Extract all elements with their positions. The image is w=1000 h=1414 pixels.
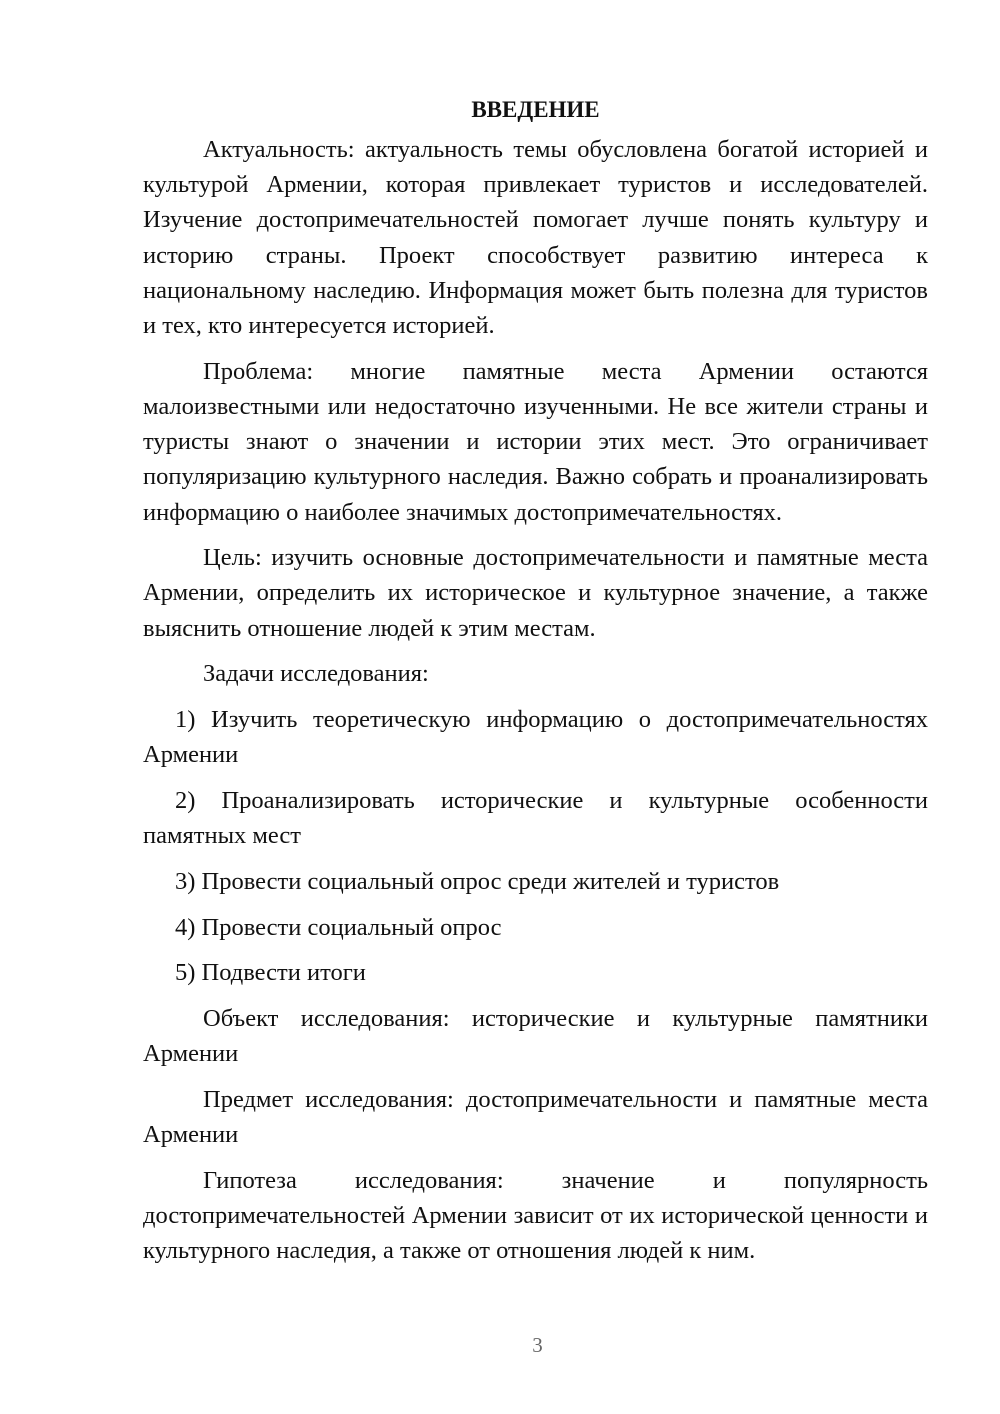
object-paragraph: Объект исследования: исторические и культурные памятники Армении <box>143 1004 928 1068</box>
section-heading: ВВЕДЕНИЕ <box>471 97 600 122</box>
list-item: 3) Провести социальный опрос среди жителей и туристов <box>175 867 780 895</box>
tasks-list <box>143 702 928 990</box>
list-item: 4) Провести социальный опрос <box>175 913 502 941</box>
page-number: 3 <box>532 1333 543 1357</box>
subject-paragraph: Предмет исследования: достопримечательности и памятные места Армении <box>143 1085 928 1149</box>
hypothesis-paragraph: Гипотеза исследования: значение и популярность достопримечательностей Армении зависит от их исторической ценности и культурного наследия, а также от отношения людей к ним. <box>143 1166 928 1265</box>
tasks-intro: Задачи исследования: <box>203 660 429 688</box>
list-item: 2) Проанализировать исторические и культурные особенности памятных мест <box>143 786 928 850</box>
list-item: 5) Подвести итоги <box>175 959 366 987</box>
relevance-paragraph: Актуальность: актуальность темы обусловлена богатой историей и культурой Армении, которая привлекает туристов и исследователей. Изучение достопримечательностей помогает лучше понять культуру и историю страны. Проект способствует развитию интереса к национальному наследию. Информация может быть полезна для туристов и тех, кто интересуется историей. <box>143 136 928 340</box>
problem-paragraph: Проблема: многие памятные места Армении остаются малоизвестными или недостаточно изученными. Не все жители страны и туристы знают о значении и истории этих мест. Это ограничивает популяризацию культурного наследия. Важно собрать и проанализировать информацию о наиболее значимых достопримечательностях. <box>143 357 928 526</box>
page-body <box>143 92 928 1279</box>
goal-paragraph: Цель: изучить основные достопримечательности и памятные места Армении, определить их историческое и культурное значение, а также выяснить отношение людей к этим местам. <box>143 544 928 642</box>
list-item: 1) Изучить теоретическую информацию о достопримечательностях Армении <box>143 706 928 769</box>
